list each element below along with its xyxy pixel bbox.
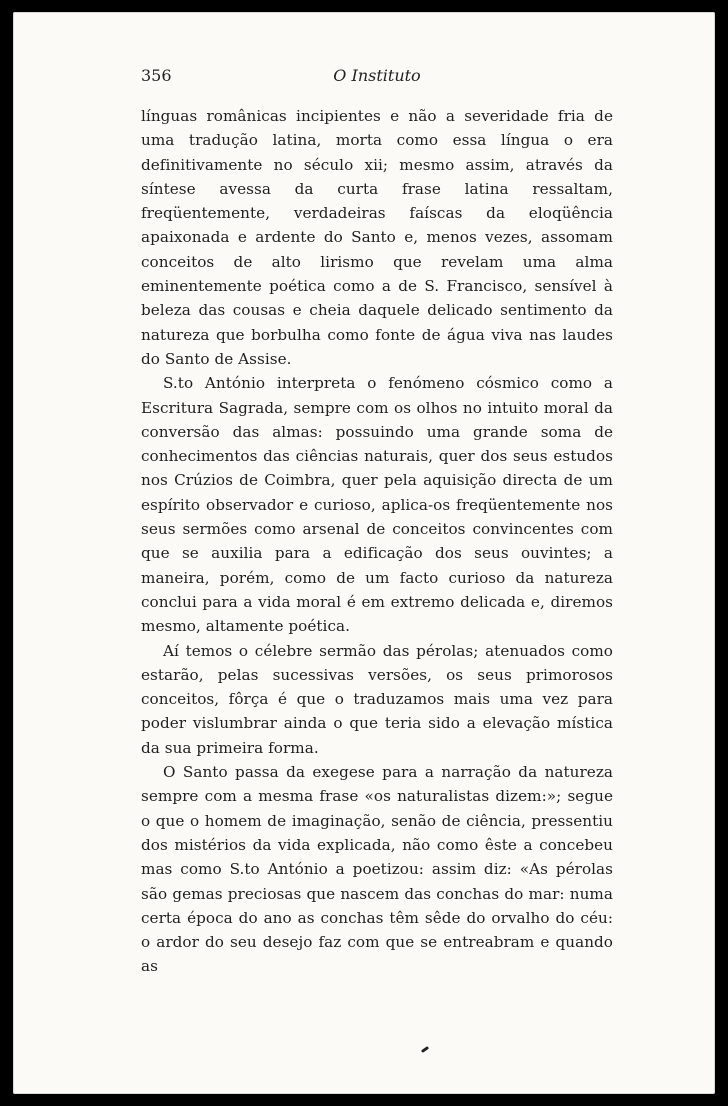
body-text xyxy=(141,104,613,979)
running-title: O Instituto xyxy=(333,66,421,85)
paragraph-2: S.to António interpreta o fenómeno cósmico como a Escritura Sagrada, sempre com os olhos no intuito moral da conversão das almas: possuindo uma grande soma de conhecimentos das ciências naturais, quer dos seus estudos nos Crúzios de Coimbra, quer pela aquisição directa de um espírito observador e curioso, aplica-os freqüentemente nos seus sermões como arsenal de conceitos convincentes com que se auxilia para a edificação dos seus ouvintes; a maneira, porém, como de um facto curioso da natureza conclui para a vida moral é em extremo delicada e, diremos mesmo, altamente poética. xyxy=(141,374,613,636)
page-header xyxy=(141,66,613,90)
page-number: 356 xyxy=(141,66,172,85)
paragraph-4: O Santo passa da exegese para a narração da natureza sempre com a mesma frase «os naturalistas dizem:»; segue o que o homem de imaginação, senão de ciência, pressentiu dos mistérios da vida explicada, não como êste a concebeu mas como S.to António a poetizou: assim diz: «As pérolas são gemas preciosas que nascem das conchas do mar: numa certa época do ano as conchas têm sêde do orvalho do céu: o ardor do seu desejo faz com que se entreabram e quando as xyxy=(141,763,613,976)
paragraph-3: Aí temos o célebre sermão das pérolas; atenuados como estarão, pelas sucessivas versões, os seus primorosos conceitos, fôrça é que o traduzamos mais uma vez para poder vislumbrar ainda o que teria sido a elevação mística da sua primeira forma. xyxy=(141,641,613,757)
paragraph-1: línguas românicas incipientes e não a severidade fria de uma tradução latina, morta como essa língua o era definitivamente no século xii; mesmo assim, através da síntese avessa da curta frase latina ressaltam, freqüentemente, verdadeiras faíscas da eloqüência apaixonada e ardente do Santo e, menos vezes, assomam conceitos de alto lirismo que revelam uma alma eminentemente poética como a de S. Francisco, sensível à beleza das cousas e cheia daquele delicado sentimento da natureza que borbulha como fonte de água viva nas laudes do Santo de Assise. xyxy=(141,107,613,368)
